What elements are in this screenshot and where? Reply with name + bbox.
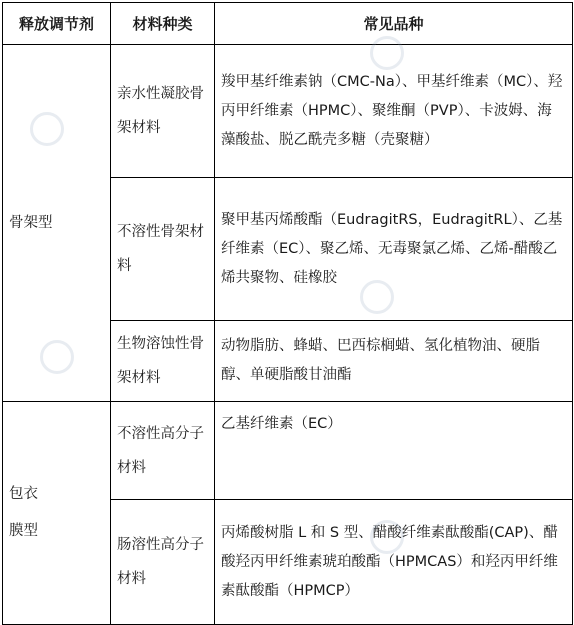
common-varieties: 乙基纤维素（EC） — [215, 402, 573, 500]
header-release-modifier: 释放调节剂 — [3, 3, 111, 45]
release-modifier-table — [2, 2, 573, 625]
table-row — [3, 45, 573, 178]
common-varieties: 动物脂肪、蜂蜡、巴西棕榈蜡、氢化植物油、硬脂醇、单硬脂酸甘油酯 — [215, 321, 573, 402]
category-matrix: 骨架型 — [3, 45, 111, 402]
category-coating-line2: 膜型 — [9, 523, 38, 539]
header-material-type: 材料种类 — [111, 3, 215, 45]
header-common-varieties: 常见品种 — [215, 3, 573, 45]
category-coating — [3, 402, 111, 625]
material-type: 不溶性高分子材料 — [111, 402, 215, 500]
common-varieties: 聚甲基丙烯酸酯（EudragitRS，EudragitRL）、乙基纤维素（EC）、聚乙烯、无毒聚氯乙烯、乙烯-醋酸乙烯共聚物、硅橡胶 — [215, 178, 573, 321]
table-header-row — [3, 3, 573, 45]
common-varieties: 羧甲基纤维素钠（CMC-Na）、甲基纤维素（MC）、羟丙甲纤维素（HPMC）、聚维酮（PVP）、卡波姆、海藻酸盐、脱乙酰壳多糖（壳聚糖） — [215, 45, 573, 178]
material-type: 不溶性骨架材料 — [111, 178, 215, 321]
material-type: 肠溶性高分子材料 — [111, 500, 215, 625]
material-type: 生物溶蚀性骨架材料 — [111, 321, 215, 402]
material-type: 亲水性凝胶骨架材料 — [111, 45, 215, 178]
common-varieties: 丙烯酸树脂 L 和 S 型、醋酸纤维素酞酸酯(CAP)、醋酸羟丙甲纤维素琥珀酸酯（HPMCAS）和羟丙甲纤维素酞酸酯（HPMCP） — [215, 500, 573, 625]
category-coating-line1: 包衣 — [9, 486, 38, 502]
table-row — [3, 402, 573, 500]
